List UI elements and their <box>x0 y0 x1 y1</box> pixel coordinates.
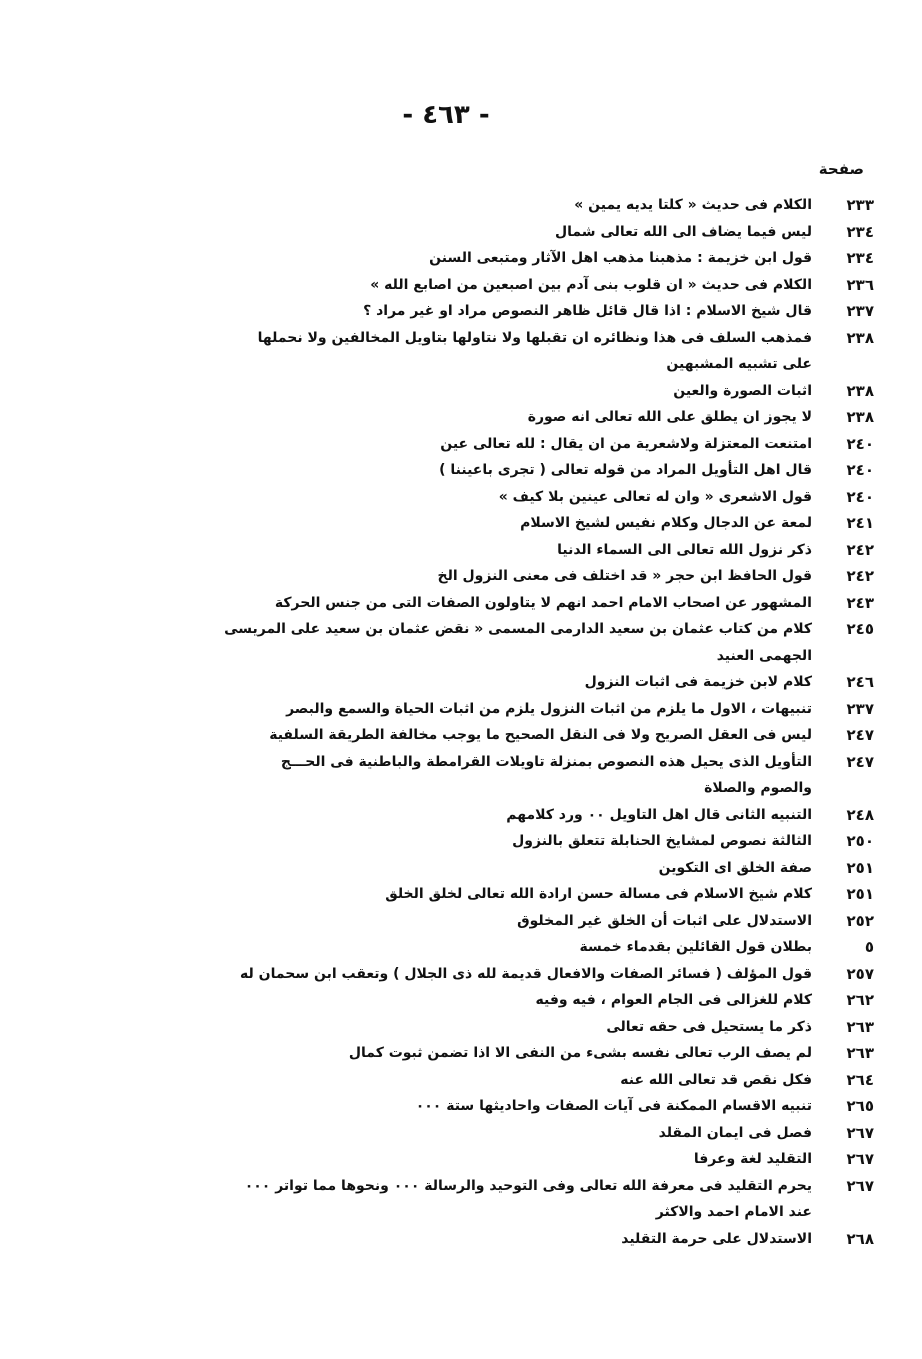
entry-page-number: ٢٥٢ <box>846 911 874 930</box>
toc-entry <box>224 1226 874 1253</box>
entry-page-number: ٢٤٠ <box>846 434 874 453</box>
toc-entry <box>224 298 874 325</box>
entry-title-line: قول الحافظ ابن حجر « قد اختلف فى معنى النزول الخ <box>437 568 812 584</box>
entry-title-line: ليس فى العقل الصريح ولا فى النقل الصحيح ما يوجب مخالفة الطريقة السلفية <box>269 727 812 743</box>
entry-title-line: التنبيه الثانى قال اهل التاويل ٠٠ ورد كلامهم <box>506 806 812 823</box>
entry-title <box>224 298 826 325</box>
toc-entry <box>224 669 874 696</box>
entry-title-line: كلام شيخ الاسلام فى مسالة حسن ارادة الله تعالى لخلق الخلق <box>385 886 812 902</box>
toc-entry <box>224 563 874 590</box>
toc-entry <box>224 908 874 935</box>
toc-entry <box>224 1146 874 1173</box>
entry-page-number: ٢٤٣ <box>846 593 874 612</box>
toc-entry <box>224 192 874 219</box>
entry-page-number: ٢٦٣ <box>846 1017 874 1036</box>
entry-page-number: ٢٦٤ <box>846 1070 874 1089</box>
entry-title <box>224 987 826 1014</box>
toc-entry <box>224 1120 874 1147</box>
entry-title-line: ذكر نزول الله تعالى الى السماء الدنيا <box>557 541 812 558</box>
entry-title <box>224 510 826 537</box>
toc-entry <box>224 696 874 723</box>
toc-entry <box>224 537 874 564</box>
entry-page-number: ٢٦٨ <box>846 1229 874 1248</box>
entry-title-continuation: عند الامام احمد والاكثر <box>655 1204 812 1220</box>
toc-entry <box>224 431 874 458</box>
entry-title-line: اثبات الصورة والعين <box>673 382 812 399</box>
toc-entry <box>224 1093 874 1120</box>
entry-title <box>224 1226 826 1253</box>
entry-title-line: المشهور عن اصحاب الامام احمد انهم لا يتاولون الصفات التى من جنس الحركة <box>274 594 812 611</box>
toc-entry <box>224 590 874 617</box>
entry-page-number: ٢٣٨ <box>846 381 874 400</box>
entry-page-number: ٢٦٧ <box>846 1150 874 1168</box>
entry-title <box>224 1067 826 1094</box>
entry-page-number: ٢٤٥ <box>846 620 874 638</box>
entry-title-line: التقليد لغة وعرفا <box>693 1151 812 1167</box>
entry-title <box>224 563 826 590</box>
toc-entry <box>224 1067 874 1094</box>
entry-page-number: ٢٣٨ <box>846 408 874 426</box>
entry-title-line: كلام من كتاب عثمان بن سعيد الدارمى المسمى « نقض عثمان بن سعيد على المريسى <box>224 621 812 637</box>
entry-title-line: التأويل الذى يحيل هذه النصوص بمنزلة تاويلات القرامطة والباطنية فى الحـــج <box>280 753 812 770</box>
entry-title <box>224 669 826 696</box>
entry-page-number: ٢٤٢ <box>846 540 874 559</box>
entry-title <box>224 484 826 511</box>
entry-title <box>224 192 826 219</box>
toc-entry <box>224 245 874 272</box>
entry-title <box>224 404 826 431</box>
entry-title <box>224 1014 826 1041</box>
entry-title <box>224 722 826 749</box>
entry-page-number: ٢٤٨ <box>846 805 874 824</box>
entry-page-number: ٢٥٧ <box>846 964 874 983</box>
entry-page-number: ٢٣٧ <box>846 699 874 718</box>
entry-page-number: ٢٤٧ <box>846 752 874 771</box>
entry-title <box>224 616 826 669</box>
page-column-header: صفحة <box>818 160 864 178</box>
toc-entry <box>224 404 874 431</box>
entry-title <box>224 378 826 405</box>
page-number: - ٤٦٣ - <box>402 100 490 130</box>
entry-title-line: تنبيهات ، الاول ما يلزم من اثبات النزول يلزم من اثبات الحياة والسمع والبصر <box>286 700 812 717</box>
entry-title <box>224 749 826 802</box>
entry-title <box>224 1120 826 1147</box>
entry-page-number: ٢٤١ <box>846 514 874 532</box>
entry-title-line: الثالثة نصوص لمشايخ الحنابلة تتعلق بالنزول <box>512 833 812 849</box>
entry-title-line: لمعة عن الدجال وكلام نفيس لشيخ الاسلام <box>520 515 812 531</box>
entry-page-number: ٢٦٣ <box>846 1044 874 1062</box>
entry-title-line: ذكر ما يستحيل فى حقه تعالى <box>606 1018 812 1035</box>
entry-title-line: يحرم التقليد فى معرفة الله تعالى وفى التوحيد والرسالة ٠٠٠ ونحوها مما تواتر ٠٠٠ <box>244 1177 812 1194</box>
toc-entry <box>224 987 874 1014</box>
entry-title-line: الكلام فى حديث « ان قلوب بنى آدم بين اصبعين من اصابع الله » <box>370 276 812 293</box>
entry-title <box>224 908 826 935</box>
entry-page-number: ٢٤٦ <box>846 673 874 691</box>
toc-entry <box>224 325 874 378</box>
toc-entry <box>224 378 874 405</box>
entry-title <box>224 219 826 246</box>
entry-page-number: ٢٥١ <box>846 858 874 877</box>
entry-title <box>224 245 826 272</box>
entry-title-continuation: الجهمى العنيد <box>716 647 812 664</box>
entry-page-number: ٢٦٥ <box>846 1097 874 1115</box>
entry-title-line: الاستدلال على اثبات أن الخلق غير المخلوق <box>517 912 812 929</box>
entry-title-line: الكلام فى حديث « كلتا يديه يمين » <box>574 197 812 213</box>
entry-page-number: ٢٤٠ <box>846 487 874 506</box>
entry-page-number: ٢٤٠ <box>846 461 874 479</box>
entry-title-line: الاستدلال على حرمة التقليد <box>621 1230 812 1247</box>
entry-title <box>224 696 826 723</box>
entry-title-line: قول الاشعرى « وان له تعالى عينين بلا كيف » <box>498 488 812 505</box>
entry-title <box>224 855 826 882</box>
toc-entry <box>224 457 874 484</box>
entry-title-line: لا يجوز ان يطلق على الله تعالى انه صورة <box>527 409 812 425</box>
entry-title-line: امتنعت المعتزلة ولاشعرية من ان يقال : لله تعالى عين <box>440 435 812 452</box>
entry-title <box>224 1093 826 1120</box>
toc-entry <box>224 510 874 537</box>
toc-entry <box>224 616 874 669</box>
entry-title-continuation: على تشبيه المشبهين <box>666 356 812 372</box>
entry-title-line: فصل فى ايمان المقلد <box>658 1124 812 1141</box>
entry-title <box>224 828 826 855</box>
entry-title-line: ليس فيما يضاف الى الله تعالى شمال <box>555 223 812 240</box>
entry-title-line: صفة الخلق اى التكوين <box>658 859 812 876</box>
toc-entry <box>224 855 874 882</box>
entry-title-continuation: والصوم والصلاة <box>704 780 812 796</box>
entry-title-line: فمذهب السلف فى هذا ونظائره ان تقبلها ولا نتاولها بتاويل المخالفين ولا نحملها <box>257 329 812 346</box>
entry-title-line: فكل نقص قد تعالى الله عنه <box>620 1071 812 1088</box>
entry-title-line: قال اهل التأويل المراد من قوله تعالى ( تجرى باعيننا ) <box>439 462 812 478</box>
entry-title <box>224 802 826 829</box>
entry-title <box>224 272 826 299</box>
toc-entry <box>224 881 874 908</box>
entry-title-line: بطلان قول القائلين بقدماء خمسة <box>579 939 812 955</box>
entry-title-line: قول المؤلف ( فسائر الصفات والافعال قديمة لله ذى الجلال ) وتعقب ابن سحمان له <box>240 965 812 982</box>
entry-page-number: ٢٥١ <box>846 885 874 903</box>
toc-entry <box>224 272 874 299</box>
entry-page-number: ٢٦٢ <box>846 991 874 1009</box>
entry-page-number: ٢٦٧ <box>846 1123 874 1142</box>
entry-page-number: ٢٣٨ <box>846 328 874 347</box>
toc-entry <box>224 1173 874 1226</box>
toc-entry <box>224 219 874 246</box>
entry-page-number: ٢٣٣ <box>846 196 874 214</box>
entry-page-number: ٢٣٧ <box>846 302 874 320</box>
toc-entry <box>224 1040 874 1067</box>
entry-title <box>224 537 826 564</box>
entry-page-number: ٢٦٧ <box>846 1176 874 1195</box>
entry-title <box>224 457 826 484</box>
entry-title-line: لم يصف الرب تعالى نفسه بشىء من النفى الا اذا تضمن ثبوت كمال <box>348 1045 812 1061</box>
toc-entry <box>224 484 874 511</box>
entry-page-number: ٢٤٢ <box>846 567 874 585</box>
entry-title-line: قال شيخ الاسلام : اذا قال قائل ظاهر النصوص مراد او غير مراد ؟ <box>363 303 812 319</box>
entry-title-line: كلام للغزالى فى الجام العوام ، فيه وفيه <box>535 992 812 1008</box>
entry-page-number: ٥ <box>864 938 874 956</box>
entry-title <box>224 431 826 458</box>
entry-page-number: ٢٣٤ <box>846 222 874 241</box>
entry-title <box>224 590 826 617</box>
entry-title <box>224 881 826 908</box>
toc-entry <box>224 749 874 802</box>
entry-title-line: قول ابن خزيمة : مذهبنا مذهب اهل الآثار ومتبعى السنن <box>429 250 812 266</box>
entry-title <box>224 1040 826 1067</box>
entry-title-line: كلام لابن خزيمة فى اثبات النزول <box>584 674 812 690</box>
toc-entry <box>224 934 874 961</box>
entry-page-number: ٢٤٧ <box>846 726 874 744</box>
entry-title <box>224 1173 826 1226</box>
toc-entry <box>224 722 874 749</box>
entry-title <box>224 325 826 378</box>
entry-title <box>224 934 826 961</box>
toc-entry <box>224 828 874 855</box>
entry-title <box>224 1146 826 1173</box>
toc-entry <box>224 1014 874 1041</box>
entry-page-number: ٢٣٤ <box>846 249 874 267</box>
entry-page-number: ٢٣٦ <box>846 275 874 294</box>
entry-page-number: ٢٥٠ <box>846 832 874 850</box>
entry-title <box>224 961 826 988</box>
toc-entry <box>224 961 874 988</box>
entry-title-line: تنبيه الاقسام الممكنة فى آيات الصفات واحاديثها ستة ٠٠٠ <box>415 1098 812 1114</box>
table-of-contents <box>224 192 874 1252</box>
toc-entry <box>224 802 874 829</box>
